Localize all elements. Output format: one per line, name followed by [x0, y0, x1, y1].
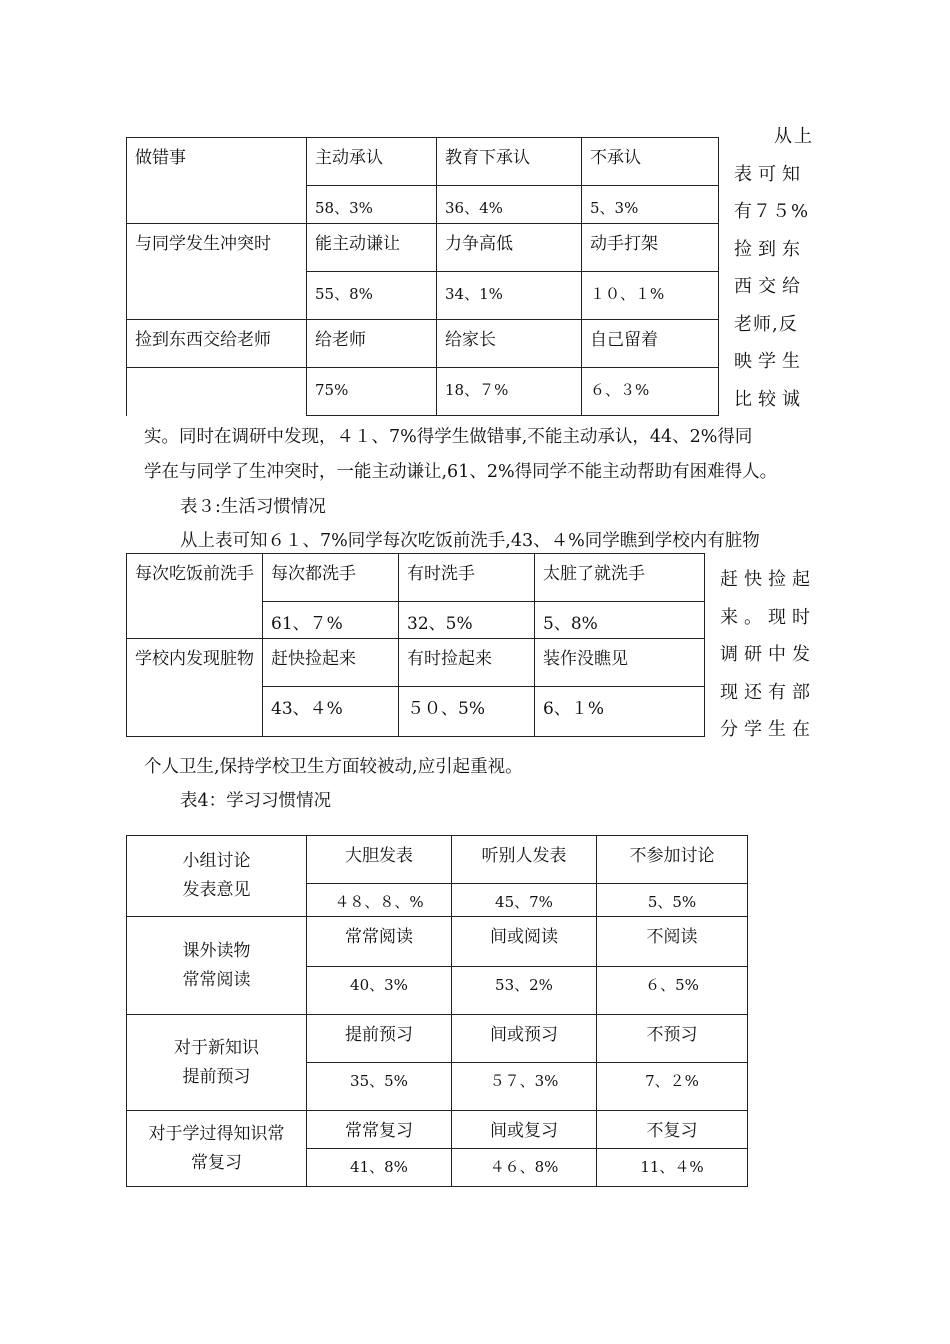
option-cell: 动手打架 [582, 224, 719, 272]
option-cell: 装作没瞧见 [535, 639, 705, 687]
option-cell: 能主动谦让 [307, 224, 437, 272]
side-line: 映学生 [734, 351, 806, 372]
option-cell: 不复习 [597, 1111, 748, 1149]
paragraph-line: 实。同时在调研中发现，４１、7%得学生做错事,不能主动承认，44、2%得同 [144, 427, 753, 447]
row-header-line: 对于学过得知识常 [148, 1123, 285, 1144]
value-cell: 5、3% [582, 186, 719, 224]
value-cell: 11、４% [597, 1149, 748, 1187]
paragraph-2: 从上表可知６１、7%同学每次吃饭前洗手,43、４%同学瞧到学校内有脏物 [180, 531, 760, 551]
option-cell: 大胆发表 [307, 836, 452, 884]
paragraph-line: 学在与同学了生冲突时，一能主动谦让,61、2%得同学不能主动帮助有困难得人。 [144, 462, 778, 482]
side-line: 分学生在 [720, 719, 816, 740]
table4-title: 表4：学习习惯情况 [180, 791, 332, 811]
row-header: 学校内发现脏物 [127, 639, 263, 737]
row-header [127, 836, 307, 917]
value-cell: 45、7% [452, 884, 597, 917]
row-header: 做错事 [127, 138, 307, 224]
value-cell: ４８、８、% [307, 884, 452, 917]
row-header: 每次吃饭前洗手 [127, 554, 263, 639]
side-line: 现还有部 [720, 681, 816, 703]
empty-cell [127, 368, 307, 416]
side-text-2 [720, 561, 816, 749]
option-cell: 赶快捡起来 [263, 639, 399, 687]
value-cell: 36、4% [437, 186, 582, 224]
side-line: 捡到东 [734, 238, 806, 260]
row-header [127, 917, 307, 1015]
row-header-line: 小组讨论 [182, 851, 251, 871]
value-cell: 61、７% [263, 602, 399, 639]
value-cell: ５７、3% [452, 1063, 597, 1111]
value-cell: 53、2% [452, 967, 597, 1015]
side-line: 表可知 [734, 163, 806, 185]
option-cell: 听别人发表 [452, 836, 597, 884]
option-cell: 提前预习 [307, 1015, 452, 1063]
value-cell: 35、5% [307, 1063, 452, 1111]
study-habits-table [126, 835, 748, 1187]
row-header-line: 发表意见 [182, 880, 251, 900]
value-cell: ５０、5% [399, 687, 535, 737]
option-cell: 每次都洗手 [263, 554, 399, 602]
table3-title: 表３:生活习惯情况 [180, 497, 326, 517]
value-cell: 40、3% [307, 967, 452, 1015]
side-text-1 [734, 118, 814, 418]
value-cell: 6、１% [535, 687, 705, 737]
value-cell: 32、5% [399, 602, 535, 639]
value-cell: 5、5% [597, 884, 748, 917]
row-header-line: 常常阅读 [182, 969, 251, 990]
side-line: 来。现时 [720, 606, 816, 628]
row-header: 与同学发生冲突时 [127, 224, 307, 320]
value-cell: ６、5% [597, 967, 748, 1015]
option-cell: 教育下承认 [437, 138, 582, 186]
option-cell: 力争高低 [437, 224, 582, 272]
side-line: 有７５% [734, 201, 810, 222]
row-header-line: 常复习 [191, 1152, 242, 1173]
conduct-table [126, 137, 719, 416]
row-header [127, 1111, 307, 1187]
side-line: 赶快捡起 [720, 569, 816, 590]
side-line: 老师,反 [734, 313, 798, 335]
value-cell: 75% [307, 368, 437, 416]
value-cell: 18、７% [437, 368, 582, 416]
value-cell: 5、8% [535, 602, 705, 639]
option-cell: 太脏了就洗手 [535, 554, 705, 602]
side-line: 西交给 [734, 276, 806, 297]
option-cell: 不预习 [597, 1015, 748, 1063]
value-cell: 41、8% [307, 1149, 452, 1187]
row-header: 捡到东西交给老师 [127, 320, 307, 368]
option-cell: 有时捡起来 [399, 639, 535, 687]
value-cell: 34、1% [437, 272, 582, 320]
option-cell: 间或复习 [452, 1111, 597, 1149]
value-cell: ６、３% [582, 368, 719, 416]
living-habits-table [126, 553, 705, 737]
option-cell: 常常阅读 [307, 917, 452, 967]
value-cell: 55、8% [307, 272, 437, 320]
option-cell: 间或预习 [452, 1015, 597, 1063]
option-cell: 给家长 [437, 320, 582, 368]
row-header-line: 课外读物 [182, 940, 251, 961]
row-header-line: 对于新知识 [174, 1037, 259, 1058]
paragraph-1 [144, 420, 777, 490]
option-cell: 不参加讨论 [597, 836, 748, 884]
value-cell: 7、２% [597, 1063, 748, 1111]
option-cell: 主动承认 [307, 138, 437, 186]
side-line: 比较诚 [734, 388, 806, 410]
option-cell: 不承认 [582, 138, 719, 186]
option-cell: 有时洗手 [399, 554, 535, 602]
option-cell: 给老师 [307, 320, 437, 368]
option-cell: 自己留着 [582, 320, 719, 368]
value-cell: 58、3% [307, 186, 437, 224]
row-header [127, 1015, 307, 1111]
side-line: 调研中发 [720, 644, 816, 665]
side-line: 从上 [774, 126, 814, 147]
value-cell: 43、４% [263, 687, 399, 737]
value-cell: ４６、8% [452, 1149, 597, 1187]
value-cell: １０、１% [582, 272, 719, 320]
paragraph-3: 个人卫生,保持学校卫生方面较被动,应引起重视。 [144, 757, 523, 777]
option-cell: 常常复习 [307, 1111, 452, 1149]
row-header-line: 提前预习 [182, 1066, 251, 1087]
option-cell: 间或阅读 [452, 917, 597, 967]
option-cell: 不阅读 [597, 917, 748, 967]
